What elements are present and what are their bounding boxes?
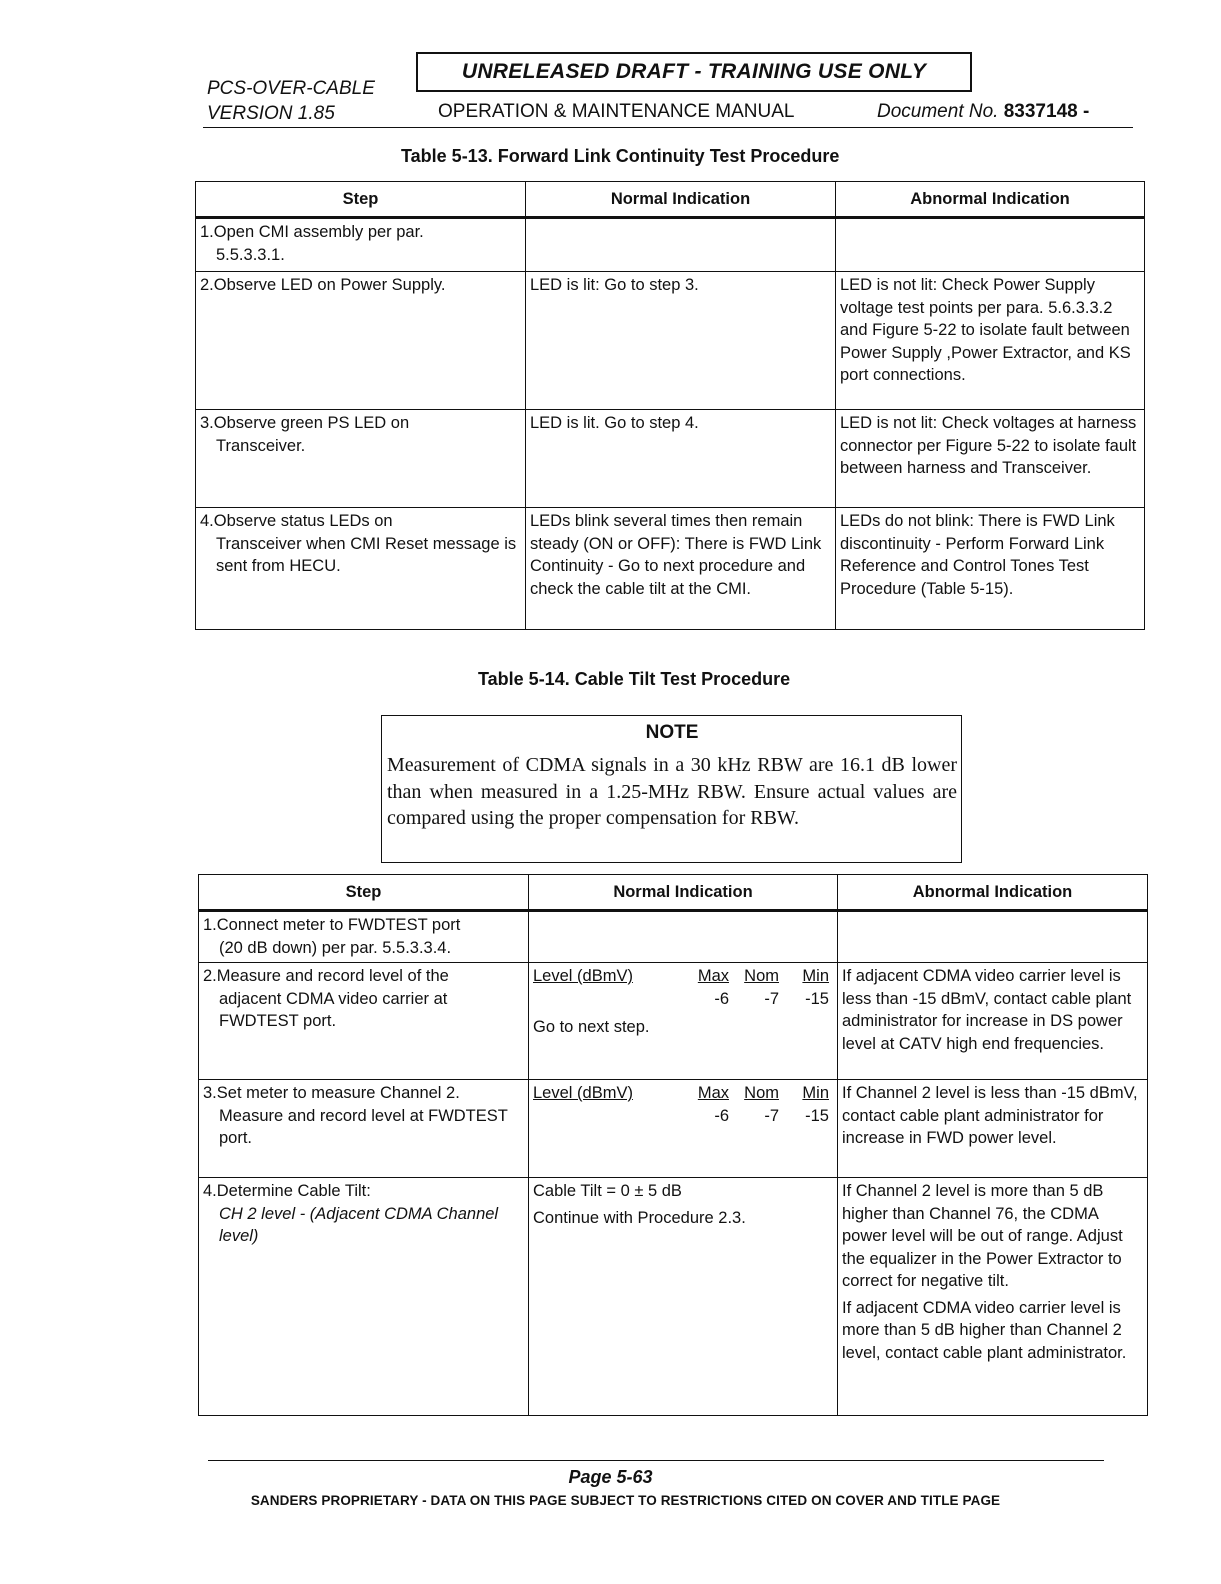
step-cell: 4.Determine Cable Tilt: CH 2 level - (Adjacent CDMA Channel level) — [199, 1178, 529, 1416]
table-5-13 — [195, 181, 1145, 630]
note-title: NOTE — [645, 722, 699, 743]
product-name: PCS-OVER-CABLE — [207, 78, 375, 99]
document-number-value: 8337148 - — [1003, 101, 1090, 122]
step-cell: 2.Observe LED on Power Supply. — [196, 272, 526, 410]
column-header-abnormal: Abnormal Indication — [836, 182, 1145, 218]
footer-rule — [208, 1460, 1104, 1461]
note-box — [381, 715, 962, 863]
table-row — [199, 1080, 1148, 1178]
manual-title: OPERATION & MAINTENANCE MANUAL — [438, 101, 795, 122]
table-row — [196, 508, 1145, 630]
note-text: Measurement of CDMA signals in a 30 kHz RBW are 16.1 dB lower than when measured in a 1.25-MHz RBW. Ensure actual values are compared using the proper compensation for RBW. — [387, 754, 957, 829]
normal-cell: LEDs blink several times then remain steady (ON or OFF): There is FWD Link Continuity - Go to next procedure and check the cable tilt at the CMI. — [526, 508, 836, 630]
normal-cell: LED is lit: Go to step 3. — [526, 272, 836, 410]
abnormal-cell: If Channel 2 level is less than -15 dBmV, contact cable plant administrator for increase in FWD power level. — [838, 1080, 1148, 1178]
normal-cell — [529, 963, 838, 1080]
abnormal-cell: LED is not lit: Check Power Supply voltage test points per para. 5.6.3.3.2 and Figure 5-22 to isolate fault between Power Supply ,Power Extractor, and KS port connections. — [836, 272, 1145, 410]
step-cell: 3.Observe green PS LED on Transceiver. — [196, 410, 526, 508]
page-number: Page 5-63 — [568, 1467, 653, 1487]
column-header-step: Step — [199, 875, 529, 911]
normal-cell: LED is lit. Go to step 4. — [526, 410, 836, 508]
abnormal-cell: LEDs do not blink: There is FWD Link discontinuity - Perform Forward Link Reference and Control Tones Test Procedure (Table 5-15). — [836, 508, 1145, 630]
step-cell: 4.Observe status LEDs on Transceiver when CMI Reset message is sent from HECU. — [196, 508, 526, 630]
abnormal-cell: LED is not lit: Check voltages at harness connector per Figure 5-22 to isolate fault between harness and Transceiver. — [836, 410, 1145, 508]
normal-cell — [529, 911, 838, 963]
abnormal-cell — [838, 911, 1148, 963]
column-header-normal: Normal Indication — [526, 182, 836, 218]
draft-banner: UNRELEASED DRAFT - TRAINING USE ONLY — [416, 52, 972, 92]
document-number — [877, 101, 1089, 123]
table-row — [196, 272, 1145, 410]
step-cell: 3.Set meter to measure Channel 2. Measure and record level at FWDTEST port. — [199, 1080, 529, 1178]
document-header-left — [207, 76, 375, 126]
column-header-step: Step — [196, 182, 526, 218]
header-rule — [203, 127, 1133, 128]
level-values: -6 -7 -15 — [714, 989, 829, 1008]
table-row — [199, 1178, 1148, 1416]
step-cell: 1.Open CMI assembly per par. 5.5.3.3.1. — [196, 218, 526, 272]
abnormal-cell: If adjacent CDMA video carrier level is less than -15 dBmV, contact cable plant administrator for increase in DS power level at CATV high end frequencies. — [838, 963, 1148, 1080]
table-5-13-caption: Table 5-13. Forward Link Continuity Test Procedure — [401, 146, 840, 166]
normal-cell — [526, 218, 836, 272]
normal-cell — [529, 1080, 838, 1178]
column-header-abnormal: Abnormal Indication — [838, 875, 1148, 911]
table-header-row — [196, 182, 1145, 218]
normal-cell — [529, 1178, 838, 1416]
table-row — [196, 218, 1145, 272]
cable-tilt-spec: Cable Tilt = 0 ± 5 dB — [533, 1182, 682, 1200]
document-number-label: Document No. — [877, 101, 999, 122]
level-values: -6 -7 -15 — [714, 1106, 829, 1125]
next-step-text: Go to next step. — [533, 1018, 650, 1036]
proprietary-notice: SANDERS PROPRIETARY - DATA ON THIS PAGE SUBJECT TO RESTRICTIONS CITED ON COVER AND TITLE PAGE — [250, 1493, 1001, 1508]
abnormal-cell — [836, 218, 1145, 272]
table-header-row — [199, 875, 1148, 911]
column-header-normal: Normal Indication — [529, 875, 838, 911]
table-5-14-caption: Table 5-14. Cable Tilt Test Procedure — [478, 669, 791, 689]
step-cell: 1.Connect meter to FWDTEST port (20 dB down) per par. 5.5.3.3.4. — [199, 911, 529, 963]
continue-text: Continue with Procedure 2.3. — [533, 1208, 746, 1227]
table-row — [196, 410, 1145, 508]
table-5-14 — [198, 874, 1148, 1416]
level-header: Level (dBmV) Max Nom Min — [533, 1084, 829, 1102]
table-row — [199, 911, 1148, 963]
step-cell: 2.Measure and record level of the adjacent CDMA video carrier at FWDTEST port. — [199, 963, 529, 1080]
level-header: Level (dBmV) Max Nom Min — [533, 967, 829, 985]
abnormal-cell: If Channel 2 level is more than 5 dB higher than Channel 76, the CDMA power level will be out of range. Adjust the equalizer in the Power Extractor to correct for negative tilt. If adjacent CDMA video carrier level is more than 5 dB higher than Channel 2 level, contact cable plant administrator. — [838, 1178, 1148, 1416]
table-row — [199, 963, 1148, 1080]
version-label: VERSION 1.85 — [207, 103, 335, 124]
